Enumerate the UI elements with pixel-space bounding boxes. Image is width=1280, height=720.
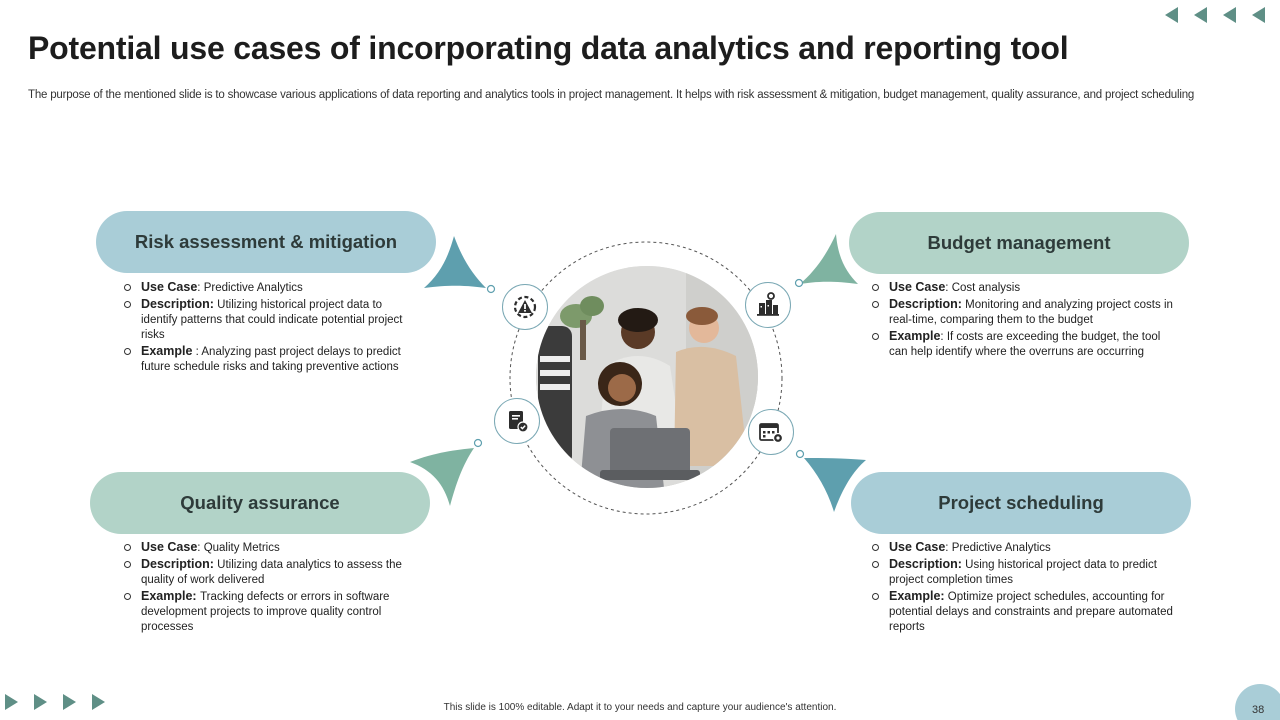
risk-assessment-heading: Risk assessment & mitigation [96, 211, 436, 273]
budget-management-details [870, 280, 1182, 361]
connector-dot [488, 286, 495, 293]
list-item: Use Case: Cost analysis [870, 280, 1182, 296]
warning-gear-icon [511, 293, 539, 321]
risk-icon-badge [502, 284, 548, 330]
list-item: Description: Utilizing data analytics to assess the quality of work delivered [122, 557, 422, 588]
connector-dot [796, 280, 803, 287]
connector-dot [797, 451, 804, 458]
list-item: Example : Analyzing past project delays to predict future schedule risks and taking preventive actions [122, 344, 412, 375]
slide-subtitle: The purpose of the mentioned slide is to showcase various applications of data reporting and analytics tools in project management. It helps with risk assessment & mitigation, budget management, quality assurance, and project scheduling [28, 89, 1195, 101]
list-item: Example: Optimize project schedules, accounting for potential delays and constraints and prepare automated reports [870, 589, 1186, 635]
footer-note: This slide is 100% editable. Adapt it to your needs and capture your audience's attention. [443, 702, 837, 713]
list-item: Description: Monitoring and analyzing project costs in real-time, comparing them to the budget [870, 297, 1182, 328]
list-item: Example: Tracking defects or errors in software development projects to improve quality control processes [122, 589, 422, 635]
quality-assurance-details [122, 540, 422, 636]
project-scheduling-details [870, 540, 1186, 636]
slide-title: Potential use cases of incorporating data analytics and reporting tool [28, 30, 1069, 66]
building-gear-icon [754, 291, 782, 319]
list-item: Description: Using historical project data to predict project completion times [870, 557, 1186, 588]
list-item: Description: Utilizing historical project data to identify patterns that could indicate potential project risks [122, 297, 412, 343]
risk-assessment-details [122, 280, 412, 376]
budget-management-heading: Budget management [849, 212, 1189, 274]
list-item: Use Case: Predictive Analytics [870, 540, 1186, 556]
quality-assurance-heading: Quality assurance [90, 472, 430, 534]
budget-icon-badge [745, 282, 791, 328]
team-photo [536, 266, 758, 488]
scheduling-icon-badge [748, 409, 794, 455]
project-scheduling-heading: Project scheduling [851, 472, 1191, 534]
certified-document-icon [503, 407, 531, 435]
quality-icon-badge [494, 398, 540, 444]
list-item: Use Case: Quality Metrics [122, 540, 422, 556]
page-number: 38 [1235, 684, 1280, 720]
list-item: Use Case: Predictive Analytics [122, 280, 412, 296]
list-item: Example: If costs are exceeding the budget, the tool can help identify where the overruns are occurring [870, 329, 1182, 360]
connector-dot [475, 440, 482, 447]
calendar-gear-icon [757, 418, 785, 446]
